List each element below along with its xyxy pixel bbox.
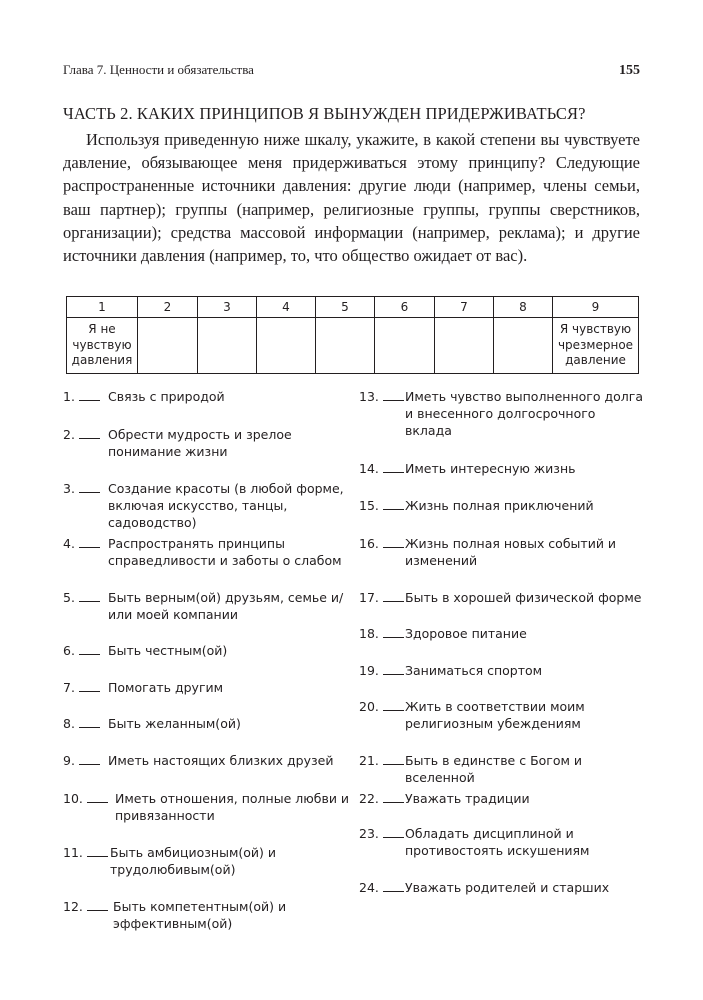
item-number: 22. [359,791,379,806]
item-text: Связь с природой [108,389,225,404]
item-number: 19. [359,663,379,678]
scale-number: 9 [553,297,639,318]
list-item [359,497,644,514]
list-item [63,715,363,732]
item-number: 20. [359,699,379,714]
item-number: 16. [359,536,379,551]
answer-blank[interactable] [87,801,108,803]
item-text: Быть в хорошей физической форме [405,590,642,605]
item-number: 18. [359,626,379,641]
scale-cell [198,318,257,374]
item-text: Создание красоты (в любой форме, включая искусство, танцы, садоводство) [108,481,344,530]
list-item [63,535,363,569]
item-number: 5. [63,590,75,605]
list-item [63,426,363,460]
scale-number: 8 [494,297,553,318]
item-number: 10. [63,791,83,806]
scale-cell [138,318,198,374]
list-item [63,480,363,531]
item-text: Иметь отношения, полные любви и привязанности [115,791,350,823]
list-item [359,662,644,679]
item-number: 6. [63,643,75,658]
item-number: 11. [63,845,83,860]
list-item [63,642,363,659]
list-item [359,698,644,732]
answer-blank[interactable] [383,709,404,711]
answer-blank[interactable] [383,763,404,765]
high-anchor-label: Я чувствую чрезмерное давление [553,318,639,374]
scale-cell [375,318,435,374]
list-item [359,535,644,569]
list-item [359,388,644,439]
answer-blank[interactable] [79,690,100,692]
list-item [63,844,363,878]
item-text: Быть желанным(ой) [108,716,241,731]
answer-blank[interactable] [87,855,108,857]
item-text: Заниматься спортом [405,663,543,678]
item-text: Распространять принципы справедливости и заботы о слабом [108,536,342,568]
item-number: 4. [63,536,75,551]
list-item [63,898,363,932]
item-number: 3. [63,481,75,496]
item-text: Помогать другим [108,680,224,695]
item-text: Иметь интересную жизнь [405,461,576,476]
scale-number: 1 [67,297,138,318]
item-text: Здоровое питание [405,626,527,641]
chapter-title: Глава 7. Ценности и обязательства [63,62,254,77]
answer-blank[interactable] [79,491,100,493]
items-right-column [359,388,644,908]
page-number: 155 [619,63,640,78]
answer-blank[interactable] [79,653,100,655]
items-left-column [63,388,363,948]
answer-blank[interactable] [383,546,404,548]
list-item [63,790,363,824]
item-number: 12. [63,899,83,914]
list-item [359,589,644,606]
list-item [359,825,644,859]
scale-number: 4 [257,297,316,318]
item-text: Обладать дисциплиной и противостоять искушениям [405,826,590,858]
list-item [359,879,644,896]
scale-number: 6 [375,297,435,318]
item-number: 8. [63,716,75,731]
item-text: Быть компетентным(ой) и эффективным(ой) [113,899,287,931]
answer-blank[interactable] [79,546,100,548]
item-number: 14. [359,461,379,476]
list-item [63,752,363,769]
answer-blank[interactable] [383,836,404,838]
item-number: 13. [359,389,379,404]
list-item [63,589,363,623]
answer-blank[interactable] [383,801,404,803]
item-number: 9. [63,753,75,768]
answer-blank[interactable] [79,726,100,728]
scale-number: 3 [198,297,257,318]
section-title: ЧАСТЬ 2. КАКИХ ПРИНЦИПОВ Я ВЫНУЖДЕН ПРИДЕРЖИВАТЬСЯ? [63,104,586,123]
instructions-paragraph: Используя приведенную ниже шкалу, укажите, в какой степени вы чувствуете давление, обязывающее меня придерживаться этому принципу? Следующие распространенные источники давления: другие люди (например, члены семьи, ваш партнер); группы (например, религиозные группы, группы сверстников, организации); средства массовой информации (например, реклама); и другие источники давления (например, то, что общество ожидает от вас). [63,130,640,266]
answer-blank[interactable] [79,399,100,401]
item-number: 17. [359,590,379,605]
list-item [359,625,644,642]
rating-scale-table [66,296,639,374]
scale-number: 5 [316,297,375,318]
item-number: 21. [359,753,379,768]
scale-numbers-row [67,297,639,318]
item-text: Иметь настоящих близких друзей [108,753,334,768]
scale-cell [316,318,375,374]
item-number: 23. [359,826,379,841]
list-item [63,388,363,405]
item-text: Жизнь полная новых событий и изменений [405,536,617,568]
list-item [359,790,644,807]
item-text: Обрести мудрость и зрелое понимание жизни [108,427,292,459]
item-text: Иметь чувство выполненного долга и внесенного долгосрочного вклада [405,389,643,438]
page-header [63,62,640,79]
list-item [359,460,644,477]
scale-number: 2 [138,297,198,318]
scale-cell [435,318,494,374]
answer-blank[interactable] [79,763,100,765]
item-number: 24. [359,880,379,895]
answer-blank[interactable] [79,437,100,439]
scale-cell [257,318,316,374]
scale-number: 7 [435,297,494,318]
item-number: 2. [63,427,75,442]
item-number: 15. [359,498,379,513]
item-text: Уважать родителей и старших [405,880,610,895]
item-text: Уважать традиции [405,791,530,806]
item-text: Быть в единстве с Богом и вселенной [405,753,583,785]
answer-blank[interactable] [383,600,404,602]
item-text: Быть верным(ой) друзьям, семье и/или моей компании [108,590,344,622]
list-item [359,752,644,786]
item-text: Быть честным(ой) [108,643,228,658]
answer-blank[interactable] [383,471,404,473]
item-text: Жизнь полная приключений [405,498,594,513]
item-number: 1. [63,389,75,404]
answer-blank[interactable] [383,508,404,510]
answer-blank[interactable] [383,890,404,892]
scale-cell [494,318,553,374]
answer-blank[interactable] [383,636,404,638]
answer-blank[interactable] [383,399,404,401]
low-anchor-label: Я не чувствую давления [67,318,138,374]
answer-blank[interactable] [79,600,100,602]
answer-blank[interactable] [87,909,108,911]
answer-blank[interactable] [383,673,404,675]
item-number: 7. [63,680,75,695]
scale-anchors-row [67,318,639,374]
item-text: Жить в соответствии моим религиозным убеждениям [405,699,585,731]
item-text: Быть амбициозным(ой) и трудолюбивым(ой) [110,845,277,877]
list-item [63,679,363,696]
